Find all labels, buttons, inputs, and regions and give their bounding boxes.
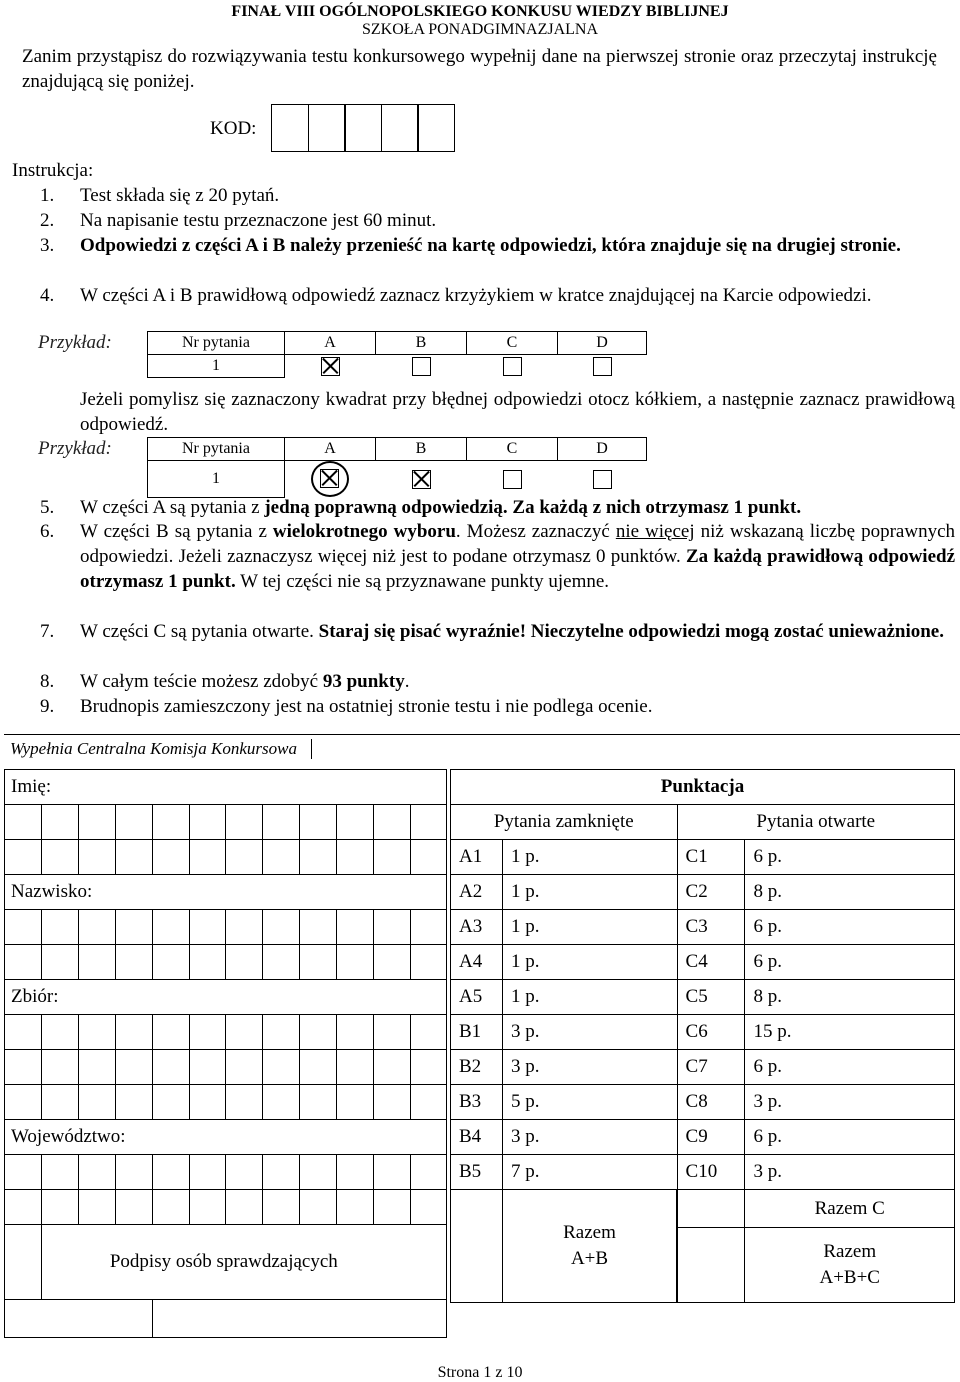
example-table-corrected	[147, 437, 647, 498]
question-id: C3	[677, 910, 745, 945]
letter-cell[interactable]	[152, 840, 189, 875]
circled-box-icon	[311, 461, 349, 497]
question-id: C9	[677, 1120, 745, 1155]
imie-label: Imię:	[5, 770, 447, 805]
empty-box-icon	[503, 357, 522, 376]
letter-cell[interactable]	[411, 805, 447, 840]
letter-cell[interactable]	[263, 1190, 300, 1225]
letter-cell[interactable]	[226, 1190, 263, 1225]
letter-cell[interactable]	[41, 1015, 78, 1050]
letter-cell[interactable]	[152, 910, 189, 945]
question-id: A5	[451, 980, 503, 1015]
letter-cell[interactable]	[374, 945, 411, 980]
letter-cell[interactable]	[337, 805, 374, 840]
question-id: C2	[677, 875, 745, 910]
letter-cell[interactable]	[5, 910, 42, 945]
letter-cell[interactable]	[337, 1190, 374, 1225]
col-header: Nr pytania	[148, 438, 285, 461]
letter-cell[interactable]	[411, 1155, 447, 1190]
empty-box-icon	[593, 357, 612, 376]
question-id: C1	[677, 840, 745, 875]
kod-box[interactable]	[308, 104, 346, 152]
question-points: 1 p.	[502, 980, 677, 1015]
letter-cell[interactable]	[263, 1015, 300, 1050]
letter-cell[interactable]	[5, 805, 42, 840]
col-header: Nr pytania	[148, 332, 285, 355]
question-points: 1 p.	[502, 840, 677, 875]
letter-cell[interactable]	[41, 1085, 78, 1120]
question-points: 3 p.	[502, 1015, 677, 1050]
letter-cell[interactable]	[374, 840, 411, 875]
letter-cell[interactable]	[411, 945, 447, 980]
kod-box[interactable]	[417, 104, 455, 152]
scoring-title: Punktacja	[451, 770, 955, 805]
letter-cell[interactable]	[41, 840, 78, 875]
question-id: B4	[451, 1120, 503, 1155]
nazwisko-label: Nazwisko:	[5, 875, 447, 910]
commission-header: Wypełnia Centralna Komisja Konkursowa	[4, 734, 960, 763]
letter-cell[interactable]	[41, 1050, 78, 1085]
letter-cell[interactable]	[115, 1190, 152, 1225]
example-label: Przykład:	[38, 438, 112, 459]
letter-cell[interactable]	[263, 1050, 300, 1085]
letter-cell[interactable]	[226, 1050, 263, 1085]
question-points: 1 p.	[502, 945, 677, 980]
letter-cell[interactable]	[115, 1050, 152, 1085]
letter-cell[interactable]	[5, 945, 42, 980]
letter-cell[interactable]	[263, 1155, 300, 1190]
letter-cell[interactable]	[411, 1190, 447, 1225]
letter-cell[interactable]	[226, 910, 263, 945]
row-number: 1	[148, 355, 285, 378]
letter-cell[interactable]	[41, 1190, 78, 1225]
question-points: 7 p.	[502, 1155, 677, 1190]
letter-cell[interactable]	[300, 910, 337, 945]
razem-abc-score-cell[interactable]	[677, 1228, 745, 1303]
podpisy-label: Podpisy osób sprawdzających	[41, 1225, 446, 1300]
question-id: B5	[451, 1155, 503, 1190]
row-number: 1	[148, 461, 285, 498]
letter-cell[interactable]	[152, 805, 189, 840]
letter-cell[interactable]	[78, 1050, 115, 1085]
letter-cell[interactable]	[41, 1155, 78, 1190]
letter-cell[interactable]	[374, 1015, 411, 1050]
letter-cell[interactable]	[115, 805, 152, 840]
letter-cell[interactable]	[41, 945, 78, 980]
letter-cell[interactable]	[152, 1085, 189, 1120]
letter-cell[interactable]	[189, 840, 226, 875]
razem-ab-score-cell[interactable]	[451, 1190, 503, 1303]
letter-cell[interactable]	[374, 910, 411, 945]
letter-cell[interactable]	[263, 840, 300, 875]
letter-cell[interactable]	[152, 1015, 189, 1050]
letter-cell[interactable]	[5, 1190, 42, 1225]
question-id: C8	[677, 1085, 745, 1120]
question-id: C7	[677, 1050, 745, 1085]
letter-cell[interactable]	[374, 1190, 411, 1225]
letter-cell[interactable]	[337, 1050, 374, 1085]
kod-boxes[interactable]	[271, 104, 454, 152]
letter-cell[interactable]	[152, 1155, 189, 1190]
letter-cell[interactable]	[300, 945, 337, 980]
letter-cell[interactable]	[41, 910, 78, 945]
col-header: C	[467, 332, 558, 355]
page-footer: Strona 1 z 10	[437, 1364, 523, 1381]
letter-cell[interactable]	[374, 805, 411, 840]
letter-cell[interactable]	[263, 910, 300, 945]
question-points: 1 p.	[502, 910, 677, 945]
letter-cell[interactable]	[5, 840, 42, 875]
letter-cell[interactable]	[226, 1015, 263, 1050]
letter-cell[interactable]	[78, 1085, 115, 1120]
page-title: FINAŁ VIII OGÓLNOPOLSKIEGO KONKUSU WIEDZY BIBLIJNEJ	[231, 3, 729, 20]
letter-cell[interactable]	[300, 840, 337, 875]
letter-cell[interactable]	[78, 945, 115, 980]
letter-cell[interactable]	[115, 1085, 152, 1120]
signature-cell[interactable]	[152, 1300, 446, 1338]
letter-cell[interactable]	[411, 910, 447, 945]
wojewodztwo-label: Województwo:	[5, 1120, 447, 1155]
col-header: B	[376, 332, 467, 355]
letter-cell[interactable]	[189, 1190, 226, 1225]
letter-cell[interactable]	[226, 840, 263, 875]
letter-cell[interactable]	[189, 945, 226, 980]
letter-cell[interactable]	[189, 805, 226, 840]
letter-cell[interactable]	[78, 840, 115, 875]
letter-cell[interactable]	[411, 1015, 447, 1050]
example-table	[147, 331, 647, 378]
letter-cell[interactable]	[337, 910, 374, 945]
letter-cell[interactable]	[78, 1015, 115, 1050]
letter-cell[interactable]	[263, 1085, 300, 1120]
letter-cell[interactable]	[78, 910, 115, 945]
razem-c-score-cell[interactable]	[677, 1190, 745, 1228]
letter-cell[interactable]	[337, 1155, 374, 1190]
col-header: A	[285, 332, 376, 355]
question-points: 6 p.	[745, 910, 955, 945]
question-id: B2	[451, 1050, 503, 1085]
letter-cell[interactable]	[115, 1015, 152, 1050]
signature-cell[interactable]	[5, 1300, 153, 1338]
letter-cell[interactable]	[263, 805, 300, 840]
kod-box[interactable]	[381, 104, 419, 152]
example-label: Przykład:	[38, 332, 112, 353]
letter-cell[interactable]	[5, 1015, 42, 1050]
col-header: B	[376, 438, 467, 461]
letter-cell[interactable]	[300, 1050, 337, 1085]
question-id: C6	[677, 1015, 745, 1050]
letter-cell[interactable]	[115, 840, 152, 875]
instructions-title: Instrukcja:	[12, 160, 94, 181]
kod-box[interactable]	[271, 104, 309, 152]
intro-text: Zanim przystąpisz do rozwiązywania testu konkursowego wypełnij dane na pierwszej stronie oraz przeczytaj instrukcję znajdującą się poniżej.	[22, 46, 937, 92]
question-points: 15 p.	[745, 1015, 955, 1050]
closed-questions-header: Pytania zamknięte	[451, 805, 678, 840]
letter-cell[interactable]	[300, 1190, 337, 1225]
letter-cell[interactable]	[189, 1155, 226, 1190]
letter-cell[interactable]	[300, 805, 337, 840]
question-id: A2	[451, 875, 503, 910]
question-id: C4	[677, 945, 745, 980]
kod-box[interactable]	[344, 104, 382, 152]
letter-cell[interactable]	[189, 1050, 226, 1085]
kod-label: KOD:	[210, 118, 257, 139]
empty-box-icon	[503, 470, 522, 489]
question-points: 8 p.	[745, 875, 955, 910]
letter-cell[interactable]	[41, 805, 78, 840]
letter-cell[interactable]	[300, 1155, 337, 1190]
open-questions-header: Pytania otwarte	[677, 805, 954, 840]
letter-cell[interactable]	[115, 945, 152, 980]
letter-cell[interactable]	[5, 1155, 42, 1190]
letter-cell[interactable]	[189, 1085, 226, 1120]
letter-cell[interactable]	[189, 910, 226, 945]
question-id: C10	[677, 1155, 745, 1190]
col-header: C	[467, 438, 558, 461]
zbior-label: Zbiór:	[5, 980, 447, 1015]
letter-cell[interactable]	[337, 1085, 374, 1120]
participant-form	[4, 769, 447, 1338]
letter-cell[interactable]	[374, 1050, 411, 1085]
letter-cell[interactable]	[189, 1015, 226, 1050]
razem-ab-label: Razem A+B	[502, 1190, 677, 1303]
empty-box-icon	[412, 357, 431, 376]
scoring-table	[450, 769, 955, 1303]
letter-cell[interactable]	[263, 945, 300, 980]
question-id: A4	[451, 945, 503, 980]
letter-cell[interactable]	[411, 1050, 447, 1085]
letter-cell[interactable]	[374, 1085, 411, 1120]
letter-cell[interactable]	[337, 945, 374, 980]
col-header: A	[285, 438, 376, 461]
letter-cell[interactable]	[78, 1190, 115, 1225]
question-points: 3 p.	[502, 1120, 677, 1155]
checked-box-icon	[412, 470, 431, 489]
question-id: B3	[451, 1085, 503, 1120]
empty-box-icon	[593, 470, 612, 489]
letter-cell[interactable]	[337, 1015, 374, 1050]
question-id: A3	[451, 910, 503, 945]
question-points: 3 p.	[745, 1155, 955, 1190]
letter-cell[interactable]	[78, 1155, 115, 1190]
letter-cell[interactable]	[337, 840, 374, 875]
letter-cell[interactable]	[374, 1155, 411, 1190]
letter-cell[interactable]	[226, 945, 263, 980]
question-points: 6 p.	[745, 1050, 955, 1085]
letter-cell[interactable]	[152, 1050, 189, 1085]
letter-cell[interactable]	[226, 1085, 263, 1120]
letter-cell[interactable]	[115, 1155, 152, 1190]
question-points: 6 p.	[745, 945, 955, 980]
question-id: C5	[677, 980, 745, 1015]
letter-cell[interactable]	[152, 945, 189, 980]
letter-cell[interactable]	[226, 1155, 263, 1190]
letter-cell[interactable]	[152, 1190, 189, 1225]
letter-cell[interactable]	[300, 1085, 337, 1120]
question-points: 3 p.	[502, 1050, 677, 1085]
letter-cell[interactable]	[78, 805, 115, 840]
question-id: A1	[451, 840, 503, 875]
question-points: 5 p.	[502, 1085, 677, 1120]
question-points: 8 p.	[745, 980, 955, 1015]
col-header: D	[558, 332, 647, 355]
razem-abc-label: Razem A+B+C	[745, 1228, 955, 1303]
question-points: 6 p.	[745, 840, 955, 875]
question-id: B1	[451, 1015, 503, 1050]
razem-c-label: Razem C	[745, 1190, 955, 1228]
letter-cell[interactable]	[411, 840, 447, 875]
question-points: 1 p.	[502, 875, 677, 910]
letter-cell[interactable]	[115, 910, 152, 945]
question-points: 6 p.	[745, 1120, 955, 1155]
letter-cell[interactable]	[5, 1085, 42, 1120]
question-points: 3 p.	[745, 1085, 955, 1120]
letter-cell[interactable]	[411, 1085, 447, 1120]
page-subtitle: SZKOŁA PONADGIMNAZJALNA	[362, 21, 598, 38]
letter-cell[interactable]	[226, 805, 263, 840]
letter-cell[interactable]	[5, 1050, 42, 1085]
col-header: D	[558, 438, 647, 461]
letter-cell[interactable]	[300, 1015, 337, 1050]
checked-box-icon	[321, 357, 340, 376]
